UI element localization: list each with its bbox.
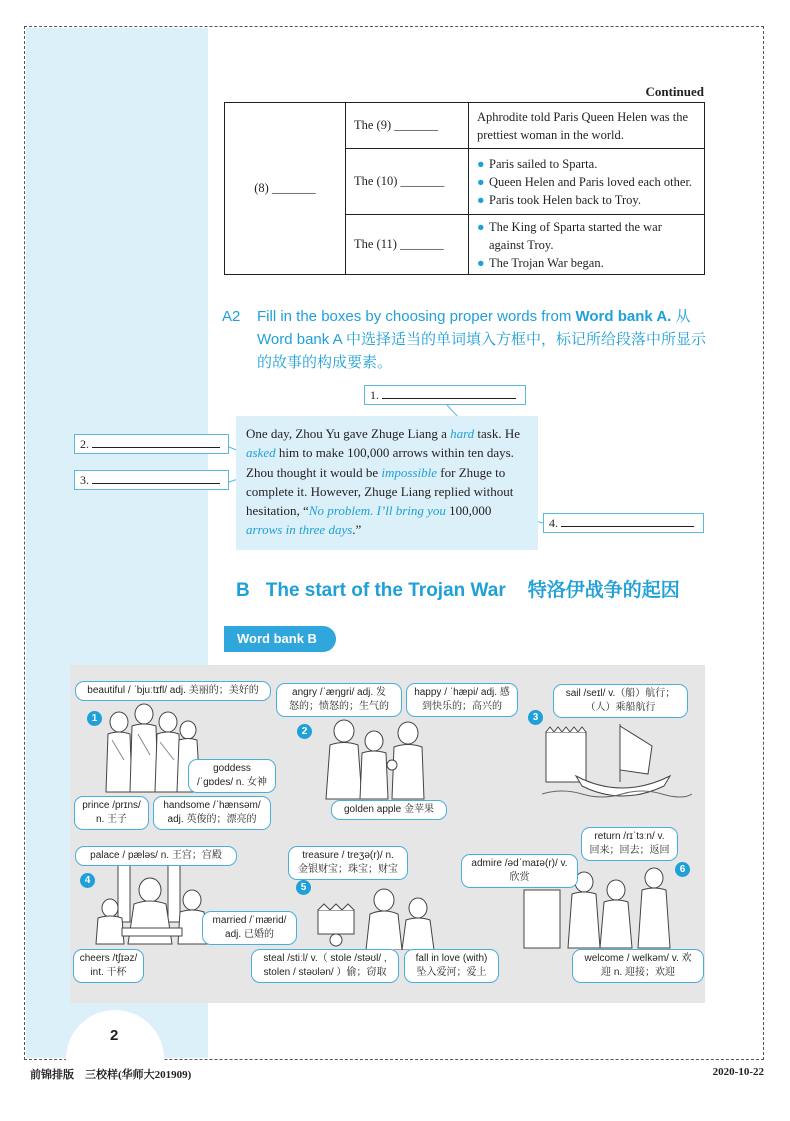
vocab-text: 到快乐的；高兴的 bbox=[422, 701, 502, 712]
vocab-text: happy / ˈhæpi/ adj. 感 bbox=[414, 687, 510, 698]
a2-word-bank: Word bank A. bbox=[575, 308, 672, 325]
passage-text: for Zhuge to complete it. However, Zhuge Liang replied without hesitation, “ bbox=[246, 464, 514, 519]
scene-badge-1: 1 bbox=[87, 711, 102, 726]
answer-box-num: 2. bbox=[80, 437, 89, 451]
vocab-text: （人）乘船航行 bbox=[585, 702, 656, 713]
footer-date: 2020-10-22 bbox=[712, 1066, 764, 1078]
list-item: ● Paris sailed to Sparta. bbox=[477, 156, 598, 171]
blank-11: The (11) _______ bbox=[354, 237, 444, 251]
vocab-text: cheers /tʃɪəz/ bbox=[79, 953, 138, 964]
highlight-quote-2: arrows in three days bbox=[246, 522, 353, 538]
answer-box-num: 3. bbox=[80, 473, 89, 487]
vocab-text: golden apple 金苹果 bbox=[343, 804, 435, 815]
list-item: ● Paris took Helen back to Troy. bbox=[477, 192, 641, 207]
vocab-angry bbox=[276, 683, 402, 717]
vocab-text: fall in love (with) bbox=[415, 953, 488, 964]
scene-badge-6: 6 bbox=[675, 862, 690, 877]
vocab-text: handsome /ˈhænsəm/ bbox=[163, 800, 261, 811]
a2-text-cn-2: 的故事的构成要素。 bbox=[257, 354, 393, 371]
vocab-text: 坠入爱河；爱上 bbox=[416, 967, 487, 978]
scene-badge-2: 2 bbox=[297, 724, 312, 739]
vocab-married bbox=[202, 911, 297, 945]
vocab-handsome bbox=[153, 796, 271, 830]
vocab-admire bbox=[461, 854, 578, 888]
vocab-text: /ˈgɒdes/ n. 女神 bbox=[196, 777, 268, 788]
vocab-text: 回来；回去；返回 bbox=[589, 845, 670, 856]
answer-box-num: 1. bbox=[370, 388, 379, 402]
highlight-hard: hard bbox=[450, 426, 475, 441]
highlight-asked: asked bbox=[246, 445, 276, 461]
vocab-text: int. 干杯 bbox=[90, 967, 127, 978]
vocab-goddess bbox=[188, 759, 276, 793]
vocab-text: adj. 已婚的 bbox=[225, 929, 274, 940]
vocab-sail bbox=[553, 684, 688, 718]
answer-box-4[interactable] bbox=[543, 513, 704, 533]
passage-text: .” bbox=[352, 522, 362, 538]
vocab-palace bbox=[75, 846, 237, 866]
vocab-text: palace / pæləs/ n. 王宫；宫殿 bbox=[90, 850, 222, 861]
answer-box-num: 4. bbox=[549, 516, 558, 530]
vocab-treasure bbox=[288, 846, 408, 880]
scene-5-illustration bbox=[296, 880, 446, 950]
vocab-text: goddess bbox=[213, 763, 251, 774]
answer-box-1[interactable] bbox=[364, 385, 526, 405]
passage-text: him to make 100,000 arrows within ten days. Zhou thought it would be bbox=[246, 445, 514, 480]
scene-badge-4: 4 bbox=[80, 873, 95, 888]
vocab-steal bbox=[251, 949, 399, 983]
section-b-title bbox=[236, 575, 680, 602]
list-item: ● Queen Helen and Paris loved each other. bbox=[477, 174, 693, 189]
vocab-text: beautiful / ˈbjuːtɪfl/ adj. 美丽的；美好的 bbox=[87, 685, 259, 696]
answer-box-3[interactable] bbox=[74, 470, 229, 490]
vocab-text: stolen / stəʊlən/ ）偷；窃取 bbox=[263, 967, 387, 978]
answer-box-2[interactable] bbox=[74, 434, 229, 454]
a2-number: A2 bbox=[222, 308, 241, 325]
vocab-text: return /rɪˈtɜːn/ v. bbox=[594, 831, 665, 842]
vocab-fall-in-love bbox=[404, 949, 499, 983]
bullet-text: The Trojan War began. bbox=[489, 255, 604, 270]
highlight-impossible: impossible bbox=[381, 464, 438, 480]
vocab-text: 欣赏 bbox=[509, 872, 530, 883]
vocab-text: 迎 n. 迎接；欢迎 bbox=[601, 967, 675, 978]
vocab-prince bbox=[74, 796, 149, 830]
footer-left: 前锦排版 三校样(华师大201909) bbox=[30, 1069, 192, 1081]
scene-2-illustration bbox=[312, 715, 432, 800]
vocab-text: adj. 英俊的；漂亮的 bbox=[167, 814, 257, 825]
vocab-text: admire /ədˈmaɪə(r)/ v. bbox=[471, 858, 568, 869]
vocab-text: n. 王子 bbox=[95, 814, 128, 825]
vocab-text: married /ˈmærid/ bbox=[212, 915, 287, 926]
vocab-return bbox=[581, 827, 678, 861]
blank-8: (8) _______ bbox=[254, 181, 316, 195]
vocab-text: angry /ˈæŋgri/ adj. 发 bbox=[292, 687, 386, 698]
passage-text: task. He bbox=[474, 426, 521, 441]
section-title-cn: 特洛伊战争的起因 bbox=[527, 580, 680, 601]
vocab-text: welcome / welkəm/ v. 欢 bbox=[584, 953, 692, 964]
vocab-text: 金银财宝；珠宝；财宝 bbox=[298, 864, 398, 875]
a2-text-en: Fill in the boxes by choosing proper words from bbox=[257, 308, 576, 325]
a2-text-cn: 从 Word bank A 中选择适当的单词填入方框中，标记所给段落中所显示 bbox=[257, 308, 706, 348]
scene-badge-5: 5 bbox=[296, 880, 311, 895]
vocab-golden-apple bbox=[331, 800, 447, 820]
list-item: ● The Trojan War began. bbox=[477, 255, 604, 270]
vocab-cheers bbox=[73, 949, 144, 983]
desc-text: Aphrodite told Paris Queen Helen was the prettiest woman in the world. bbox=[477, 109, 689, 142]
passage-text: 100,000 bbox=[449, 503, 492, 519]
bullet-text: Paris took Helen back to Troy. bbox=[489, 192, 641, 207]
word-bank-b-tab: Word bank B bbox=[224, 626, 336, 652]
list-item: ● The King of Sparta started the war against Troy. bbox=[477, 218, 696, 254]
scene-3-illustration bbox=[542, 716, 692, 801]
page-number: 2 bbox=[110, 1027, 119, 1044]
scene-badge-3: 3 bbox=[528, 710, 543, 725]
bullet-text: The King of Sparta started the war against Troy. bbox=[489, 219, 662, 252]
vocab-text: prince /prɪns/ bbox=[82, 800, 141, 811]
vocab-text: treasure / treʒə(r)/ n. bbox=[302, 850, 394, 861]
passage-text: One day, Zhou Yu gave Zhuge Liang a bbox=[246, 426, 451, 441]
section-title-en: The start of the Trojan War bbox=[265, 580, 506, 601]
continued-label: Continued bbox=[645, 84, 704, 99]
vocab-welcome bbox=[572, 949, 704, 983]
section-letter: B bbox=[236, 580, 250, 601]
vocab-happy bbox=[406, 683, 518, 717]
bullet-text: Queen Helen and Paris loved each other. bbox=[489, 174, 693, 189]
vocab-beautiful bbox=[75, 681, 271, 701]
vocab-text: steal /stiːl/ v.（ stole /stəʊl/ , bbox=[263, 953, 387, 964]
bullet-text: Paris sailed to Sparta. bbox=[489, 156, 598, 171]
blank-9: The (9) _______ bbox=[354, 118, 439, 132]
vocab-text: 怒的；愤怒的；生气的 bbox=[289, 701, 389, 712]
vocab-text: sail /seɪl/ v.（船）航行； bbox=[565, 688, 676, 699]
highlight-quote: No problem. I’ll bring you bbox=[308, 503, 450, 519]
blank-10: The (10) _______ bbox=[354, 174, 445, 188]
scene-4-illustration bbox=[92, 860, 212, 945]
story-passage bbox=[236, 416, 538, 550]
